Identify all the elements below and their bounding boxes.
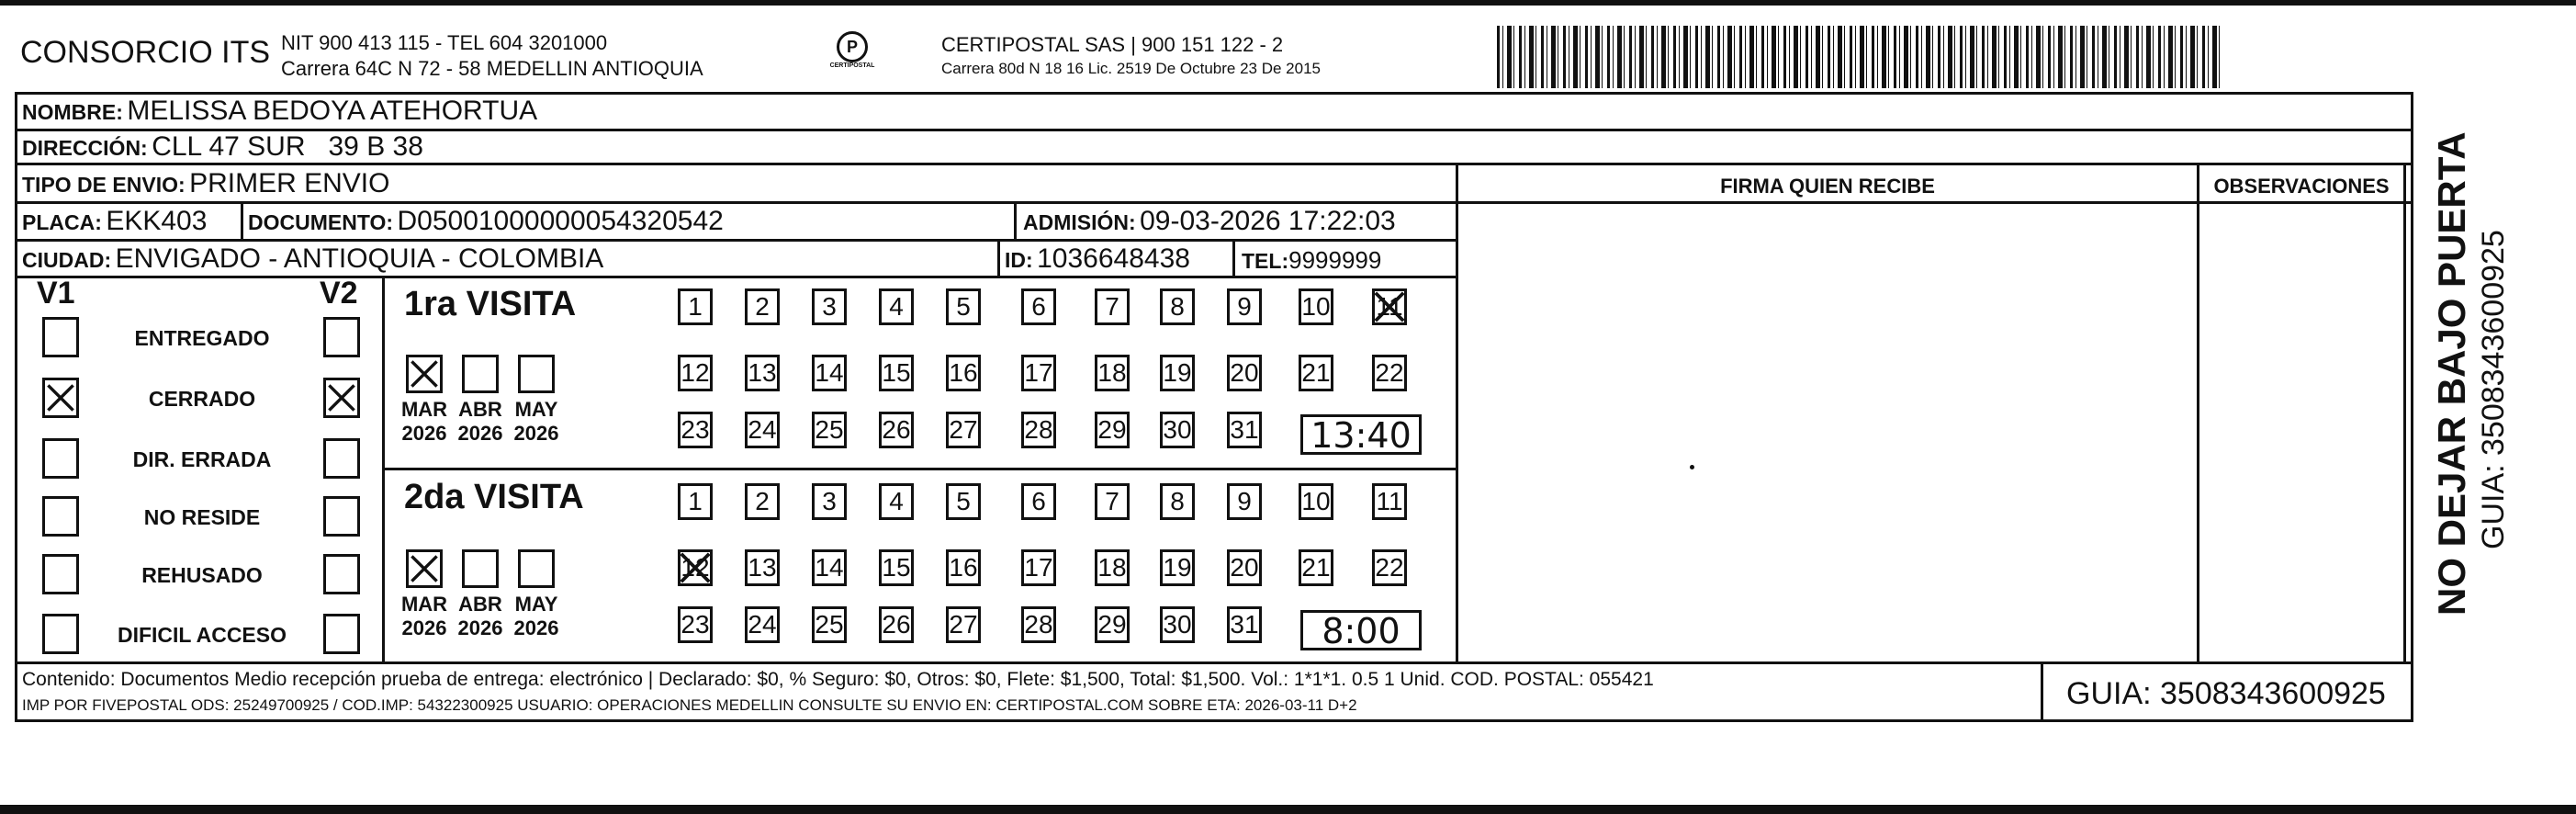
visit2-day-box[interactable]: 28 <box>1021 606 1056 643</box>
visit1-day-box[interactable]: 18 <box>1095 355 1130 391</box>
v2-checkbox[interactable] <box>323 438 360 479</box>
visit2-year-label: 2026 <box>401 616 447 639</box>
visit1-day-box[interactable]: 19 <box>1160 355 1195 391</box>
visit1-month-label: MAY <box>514 398 558 421</box>
col-line <box>382 278 385 664</box>
footer-line2: IMP POR FIVEPOSTAL ODS: 25249700925 / COD.IMP: 54322300925 USUARIO: OPERACIONES MEDELLIN CONSULTE SU ENVIO EN: CERTIPOSTAL.COM SOBRE ETA: 2026-03-11 D+2 <box>22 696 1357 714</box>
visit2-day-box[interactable]: 21 <box>1299 549 1333 586</box>
firma-header: FIRMA QUIEN RECIBE <box>1720 175 1935 198</box>
logo-circle-icon: P <box>837 31 868 62</box>
visit1-year-label: 2026 <box>401 422 447 445</box>
visit1-day-box[interactable]: 7 <box>1095 288 1130 325</box>
visit2-day-box[interactable]: 3 <box>812 483 847 520</box>
status-option-label: CERRADO <box>148 387 256 411</box>
visit1-day-box[interactable]: 10 <box>1299 288 1333 325</box>
visit2-day-box[interactable]: 2 <box>745 483 780 520</box>
v2-checkbox[interactable] <box>323 554 360 594</box>
visit2-day-box[interactable]: 13 <box>745 549 780 586</box>
header-nit: NIT 900 413 115 - TEL 604 3201000 <box>281 31 608 54</box>
admision-label: ADMISIÓN: <box>1023 210 1136 234</box>
visit1-title: 1ra VISITA <box>404 285 577 323</box>
visit1-month-checkbox[interactable] <box>406 355 443 393</box>
visit1-day-box[interactable]: 13 <box>745 355 780 391</box>
status-option-label: DIR. ERRADA <box>132 447 272 471</box>
observaciones-header: OBSERVACIONES <box>2213 175 2390 198</box>
visit2-day-box[interactable]: 15 <box>879 549 914 586</box>
tel-cell <box>1242 246 1381 275</box>
v2-label: V2 <box>320 276 358 311</box>
visit2-year-label: 2026 <box>513 616 559 639</box>
visit1-day-box[interactable]: 23 <box>678 412 713 448</box>
col-line <box>1014 204 1017 242</box>
bottom-rule <box>0 805 2576 814</box>
firma-header-line <box>1458 201 2413 204</box>
visit1-day-box[interactable]: 3 <box>812 288 847 325</box>
visit1-month-checkbox[interactable] <box>462 355 499 393</box>
visit1-month-checkbox[interactable] <box>518 355 555 393</box>
visit2-month-checkbox[interactable] <box>518 549 555 588</box>
footer-line1: Contenido: Documentos Medio recepción prueba de entrega: electrónico | Declarado: $0, % Seguro: $0, Otros: $0, Flete: $1,500, Total: $1,500. Vol.: 1*1*1. 0.5 1 Unid. COD. POSTAL: 055421 <box>22 669 1654 690</box>
visit2-day-box[interactable]: 24 <box>745 606 780 643</box>
visit1-day-box[interactable]: 9 <box>1227 288 1262 325</box>
visit2-month-label: ABR <box>458 593 502 616</box>
visit1-day-box[interactable]: 14 <box>812 355 847 391</box>
footer-guia: GUIA: 3508343600925 <box>2066 676 2386 711</box>
header-company: CONSORCIO ITS <box>20 35 271 70</box>
admision-value: 09-03-2026 17:22:03 <box>1140 206 1396 236</box>
visit2-day-box[interactable]: 11 <box>1372 483 1407 520</box>
visit2-day-box[interactable]: 16 <box>946 549 981 586</box>
row-line <box>15 163 2413 165</box>
visit2-year-label: 2026 <box>457 616 503 639</box>
col-line <box>997 242 1000 278</box>
visit2-month-checkbox[interactable] <box>462 549 499 588</box>
col-line <box>2197 165 2199 664</box>
v2-checkbox[interactable] <box>323 496 360 537</box>
visit2-day-box[interactable]: 31 <box>1227 606 1262 643</box>
v2-checkbox[interactable] <box>323 317 360 357</box>
header-address: Carrera 64C N 72 - 58 MEDELLIN ANTIOQUIA <box>281 57 703 80</box>
visit2-day-box[interactable]: 19 <box>1160 549 1195 586</box>
row-line <box>15 661 2413 664</box>
visit1-day-box[interactable]: 26 <box>879 412 914 448</box>
visit2-day-box[interactable]: 5 <box>946 483 981 520</box>
direccion-label: DIRECCIÓN: <box>22 136 148 160</box>
id-value: 1036648438 <box>1037 243 1190 274</box>
visit1-year-label: 2026 <box>513 422 559 445</box>
header-license: Carrera 80d N 18 16 Lic. 2519 De Octubre 23 De 2015 <box>941 60 1321 77</box>
top-rule <box>0 0 2576 6</box>
visit1-day-box[interactable]: 28 <box>1021 412 1056 448</box>
visit2-day-box[interactable]: 20 <box>1227 549 1262 586</box>
col-line <box>1232 242 1235 278</box>
visit2-day-box[interactable]: 6 <box>1021 483 1056 520</box>
visit2-time: 8:00 <box>1300 610 1422 650</box>
visit1-time: 13:40 <box>1300 414 1422 455</box>
visit2-day-box[interactable]: 9 <box>1227 483 1262 520</box>
visit2-day-box[interactable]: 26 <box>879 606 914 643</box>
row-line <box>15 276 1458 278</box>
tipo-value: PRIMER ENVIO <box>189 168 390 198</box>
visit2-day-box[interactable]: 8 <box>1160 483 1195 520</box>
visit2-month-label: MAR <box>400 593 448 616</box>
visit1-day-box[interactable]: 12 <box>678 355 713 391</box>
visit2-month-checkbox[interactable] <box>406 549 443 588</box>
visit1-day-box[interactable]: 24 <box>745 412 780 448</box>
id-cell <box>1005 243 1190 275</box>
tel-value: 9999999 <box>1288 246 1382 274</box>
documento-label: DOCUMENTO: <box>248 210 394 234</box>
col-line <box>2041 664 2043 722</box>
v2-checkbox[interactable] <box>323 614 360 654</box>
documento-value: D05001000000054320542 <box>397 206 724 236</box>
status-option-label: ENTREGADO <box>134 326 270 350</box>
ciudad-cell <box>22 243 603 275</box>
visit1-day-box[interactable]: 30 <box>1160 412 1195 448</box>
visit2-day-box[interactable]: 1 <box>678 483 713 520</box>
visit1-day-box[interactable]: 15 <box>879 355 914 391</box>
visit1-day-box[interactable]: 4 <box>879 288 914 325</box>
status-option-label: REHUSADO <box>141 563 263 587</box>
visit2-day-box[interactable]: 10 <box>1299 483 1333 520</box>
visit2-day-box[interactable]: 7 <box>1095 483 1130 520</box>
visit1-day-box[interactable]: 1 <box>678 288 713 325</box>
v1-checkbox[interactable] <box>42 378 79 418</box>
col-line <box>241 204 243 242</box>
visit1-day-box[interactable]: 11 <box>1372 288 1407 325</box>
row-line <box>15 239 1458 242</box>
status-option-label: NO RESIDE <box>143 505 261 529</box>
visit2-day-box[interactable]: 23 <box>678 606 713 643</box>
visit-split-line <box>382 468 1458 470</box>
ciudad-value: ENVIGADO - ANTIOQUIA - COLOMBIA <box>115 243 604 274</box>
v1-checkbox[interactable] <box>42 554 79 594</box>
barcode <box>1497 26 2222 88</box>
visit1-day-box[interactable]: 31 <box>1227 412 1262 448</box>
side-guia: GUIA: 3508343600925 <box>2476 230 2511 549</box>
visit2-day-box[interactable]: 29 <box>1095 606 1130 643</box>
visit1-day-box[interactable]: 16 <box>946 355 981 391</box>
visit1-day-box[interactable]: 20 <box>1227 355 1262 391</box>
visit2-day-box[interactable]: 17 <box>1021 549 1056 586</box>
v1-checkbox[interactable] <box>42 614 79 654</box>
visit1-day-box[interactable]: 6 <box>1021 288 1056 325</box>
firma-dot <box>1690 465 1694 469</box>
header-certipostal: CERTIPOSTAL SAS | 900 151 122 - 2 <box>941 33 1284 56</box>
visit1-day-box[interactable]: 27 <box>946 412 981 448</box>
v1-checkbox[interactable] <box>42 317 79 357</box>
visit1-day-box[interactable]: 25 <box>812 412 847 448</box>
visit2-day-box[interactable]: 30 <box>1160 606 1195 643</box>
nombre-label: NOMBRE: <box>22 100 123 124</box>
visit2-day-box[interactable]: 14 <box>812 549 847 586</box>
visit2-day-box[interactable]: 12 <box>678 549 713 586</box>
placa-label: PLACA: <box>22 210 102 234</box>
certipostal-logo <box>825 31 880 81</box>
visit1-day-box[interactable]: 5 <box>946 288 981 325</box>
id-label: ID: <box>1005 248 1033 272</box>
visit2-day-box[interactable]: 4 <box>879 483 914 520</box>
placa-cell <box>22 206 207 237</box>
v2-checkbox[interactable] <box>323 378 360 418</box>
tel-label: TEL: <box>1242 249 1289 273</box>
v1-label: V1 <box>37 276 75 311</box>
visit2-title: 2da VISITA <box>404 478 584 516</box>
tipo-row <box>22 168 389 199</box>
status-option-label: DIFICIL ACCESO <box>117 623 287 647</box>
visit1-day-box[interactable]: 22 <box>1372 355 1407 391</box>
visit2-day-box[interactable]: 22 <box>1372 549 1407 586</box>
visit2-day-box[interactable]: 27 <box>946 606 981 643</box>
tipo-label: TIPO DE ENVIO: <box>22 173 186 197</box>
visit2-month-label: MAY <box>514 593 558 616</box>
v1-checkbox[interactable] <box>42 438 79 479</box>
visit2-day-box[interactable]: 25 <box>812 606 847 643</box>
col-line <box>1456 165 1458 664</box>
visit1-day-box[interactable]: 8 <box>1160 288 1195 325</box>
visit1-day-box[interactable]: 17 <box>1021 355 1056 391</box>
admision-cell <box>1023 206 1396 237</box>
visit2-day-box[interactable]: 18 <box>1095 549 1130 586</box>
visit1-month-label: MAR <box>400 398 448 421</box>
visit1-year-label: 2026 <box>457 422 503 445</box>
direccion-row <box>22 131 423 163</box>
visit1-day-box[interactable]: 29 <box>1095 412 1130 448</box>
direccion-value: CLL 47 SUR 39 B 38 <box>152 131 423 162</box>
logo-text: CERTIPOSTAL <box>829 62 875 69</box>
row-line <box>15 201 1458 204</box>
ciudad-label: CIUDAD: <box>22 248 112 272</box>
visit1-month-label: ABR <box>458 398 502 421</box>
nombre-row <box>22 96 537 127</box>
nombre-value: MELISSA BEDOYA ATEHORTUA <box>127 96 538 126</box>
v1-checkbox[interactable] <box>42 496 79 537</box>
side-warning: NO DEJAR BAJO PUERTA <box>2430 131 2473 616</box>
placa-value: EKK403 <box>106 206 208 236</box>
col-line <box>2403 165 2406 664</box>
documento-cell <box>248 206 724 237</box>
visit1-day-box[interactable]: 21 <box>1299 355 1333 391</box>
visit1-day-box[interactable]: 2 <box>745 288 780 325</box>
